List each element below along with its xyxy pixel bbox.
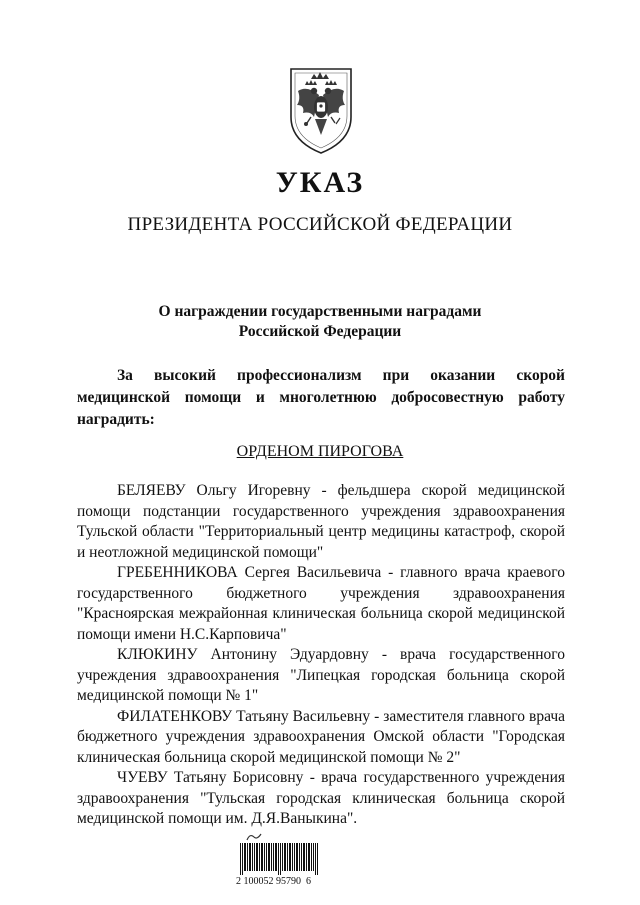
decree-subject-line-2: Российской Федерации [238, 323, 402, 340]
document-title: УКАЗ [275, 166, 365, 199]
decree-subject [70, 302, 570, 342]
barcode-number: 2 100052 95790 6 [236, 876, 311, 887]
russian-coat-of-arms-icon [281, 55, 361, 155]
awardee-item: ЧУЕВУ Татьяну Борисовну - врача государственного учреждения здравоохранения "Тульская городская клиническая больница скорой медицинской помощи им. Д.Я.Ваныкина". [77, 769, 565, 827]
decree-preamble: За высокий профессионализм при оказании скорой медицинской помощи и многолетнюю добросовестную работу наградить: [77, 367, 565, 428]
awardee-item: КЛЮКИНУ Антонину Эдуардовну - врача государственного учреждения здравоохранения "Липецкая городская больница скорой медицинской помощи № 1" [77, 646, 565, 704]
document-subtitle: ПРЕЗИДЕНТА РОССИЙСКОЙ ФЕДЕРАЦИИ [127, 214, 513, 235]
awardee-list [77, 481, 565, 830]
awardee-item: ГРЕБЕННИКОВА Сергея Васильевича - главного врача краевого государственного бюджетного учреждения здравоохранения "Красноярская межрайонная клиническая больница скорой медицинской помощи имени Н.С.Карповича" [77, 564, 565, 643]
awardee-item: БЕЛЯЕВУ Ольгу Игоревну - фельдшера скорой медицинской помощи подстанции государственного учреждения здравоохранения Тульской области "Территориальный центр медицины катастроф, скорой и неотложной медицинской помощи" [77, 482, 565, 561]
barcode [240, 843, 320, 875]
decree-subject-line-1: О награждении государственными наградами [158, 303, 482, 320]
awardee-item: ФИЛАТЕНКОВУ Татьяну Васильевну - заместителя главного врача бюджетного учреждения здравоохранения Омской области "Городская клиническая больница скорой медицинской помощи № 2" [77, 707, 565, 766]
award-order-heading [0, 441, 640, 463]
award-order-name: ОРДЕНОМ ПИРОГОВА [236, 443, 404, 460]
barcode-mark-icon [246, 831, 262, 843]
